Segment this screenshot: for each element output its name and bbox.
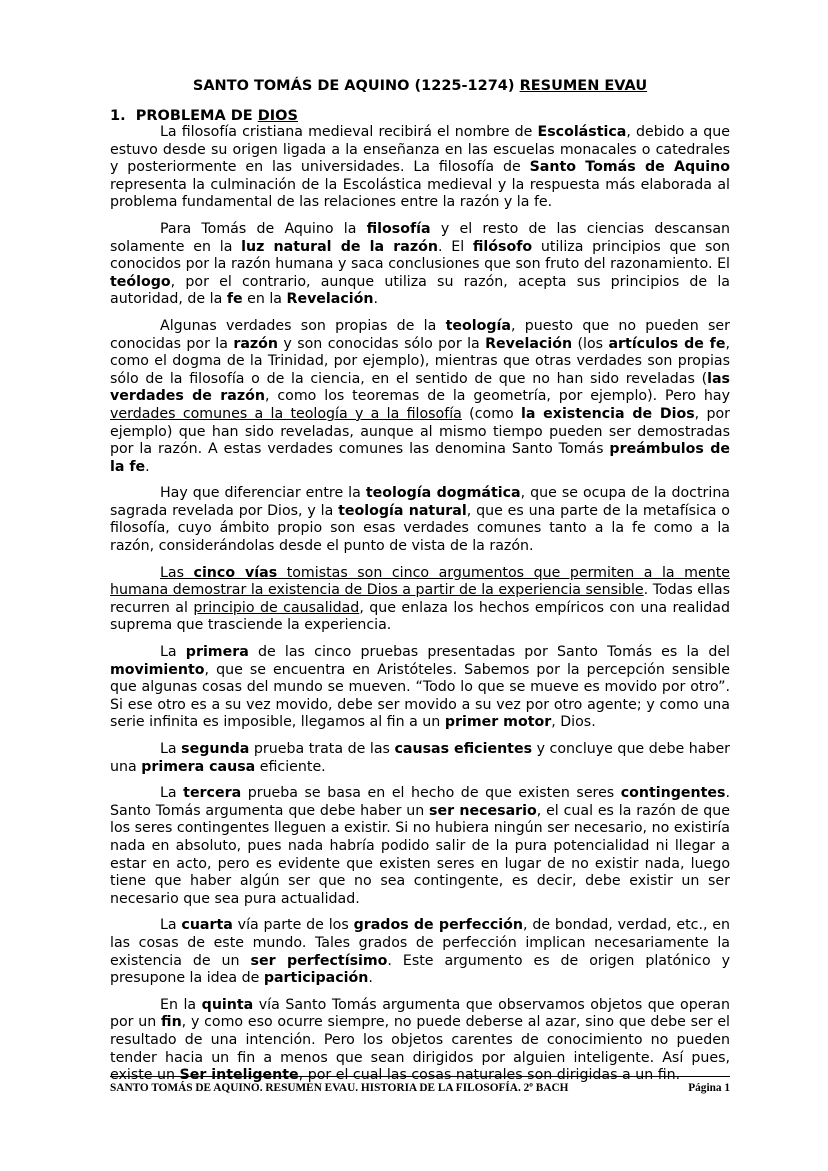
- text-run: utiliza principios que son conocidos por la razón humana y saca conclusiones que son fruto del razonamiento. El: [110, 238, 731, 273]
- paragraph: [110, 124, 730, 212]
- text-run: , y como eso ocurre siempre, no puede deberse al azar, sino que debe ser el resultado de una intención. Pero los objetos carentes de conocimiento no pueden tender hacia un fin a menos que sean dirigidos por alguien inteligente. Así pues, existe un: [110, 1014, 730, 1084]
- footer-page-number: Página 1: [688, 1082, 730, 1094]
- text-run: La: [160, 644, 186, 661]
- section-underlined: DIOS: [257, 108, 298, 124]
- text-run: , como los teoremas de la geometría, por ejemplo). Pero hay: [264, 388, 731, 405]
- text-run: , como el dogma de la Trinidad, por ejemplo), mientras que otras verdades son propias sólo de la filosofía o de la ciencia, en el sentido de que no han sido reveladas (: [110, 335, 730, 387]
- text-run: vía Santo Tomás argumenta que observamos objetos que operan por un: [110, 996, 730, 1031]
- paragraph: [110, 565, 730, 635]
- text-run: causas eficientes: [394, 741, 533, 757]
- text-run: , que enlaza los hechos empíricos con una realidad suprema que trasciende la experiencia.: [110, 599, 730, 634]
- text-run: (los: [572, 335, 609, 352]
- text-run: primera causa: [141, 758, 256, 775]
- section-heading: [110, 108, 730, 124]
- text-run: , puesto que no pueden ser conocidas por la: [110, 317, 730, 352]
- text-run: La: [160, 917, 182, 934]
- text-run: preámbulos de la fe: [110, 441, 730, 475]
- paragraph: [110, 644, 730, 732]
- text-run: Santo Tomás de Aquino: [529, 159, 730, 176]
- text-run: primera: [185, 644, 249, 661]
- footer-left: SANTO TOMÁS DE AQUINO. RESUMEN EVAU. HISTORIA DE LA FILOSOFÍA. 2º BACH: [110, 1082, 569, 1094]
- text-run: grados de perfección: [353, 917, 524, 934]
- paragraph: [110, 917, 730, 987]
- text-run: representa la culminación de la Escolástica medieval y la respuesta más elaborada al problema fundamental de las relaciones entre la razón y la fe.: [110, 176, 730, 211]
- text-run: , que es una parte de la metafísica o filosofía, cuyo ámbito propio son esas verdades comunes tanto a la fe como a la razón, considerándolas desde el punto de vista de la razón.: [110, 502, 730, 555]
- text-run: Revelación: [485, 335, 573, 352]
- text-run: de las cinco pruebas presentadas por Santo Tomás es la del: [248, 644, 730, 661]
- text-run: luz natural de la razón: [241, 238, 438, 255]
- text-run: cinco vías: [193, 564, 278, 581]
- text-run: primer motor: [444, 714, 552, 731]
- text-run: . Este argumento es de origen platónico y presupone la idea de: [110, 952, 730, 987]
- text-run: prueba se basa en el hecho de que existen seres: [241, 785, 621, 802]
- text-run: la existencia de Dios: [521, 405, 695, 422]
- text-run: Para Tomás de Aquino la: [160, 220, 367, 237]
- section-number: 1.: [110, 108, 126, 124]
- title-text: SANTO TOMÁS DE AQUINO (1225-1274): [192, 78, 515, 94]
- text-run: contingentes: [620, 785, 726, 802]
- text-run: artículos de fe: [608, 335, 726, 352]
- text-run: , Dios.: [551, 714, 596, 731]
- text-run: filosofía: [366, 220, 431, 237]
- text-run: filósofo: [472, 238, 533, 255]
- text-run: Escolástica: [537, 124, 627, 140]
- text-run: fe: [226, 291, 243, 308]
- paragraph: [110, 485, 730, 555]
- text-run: .: [373, 291, 379, 308]
- document-title: [110, 78, 730, 94]
- text-run: Revelación: [286, 291, 374, 308]
- text-run: y el resto de las ciencias descansan solamente en la: [110, 220, 731, 255]
- page-footer: [110, 1076, 730, 1094]
- text-run: La: [160, 785, 184, 802]
- text-run: La: [160, 741, 182, 757]
- text-run: verdades comunes a la teología y a la filosofía: [110, 405, 462, 422]
- text-run: Algunas verdades son propias de la: [160, 317, 446, 334]
- text-run: quinta: [201, 996, 254, 1013]
- text-run: prueba trata de las: [249, 741, 395, 757]
- text-run: y concluye que debe haber una: [110, 741, 731, 775]
- text-run: [194, 565, 278, 581]
- body-text: [110, 124, 730, 1085]
- text-run: Hay que diferenciar entre la: [160, 485, 366, 502]
- section-label: PROBLEMA DE: [135, 108, 253, 124]
- text-run: . El: [437, 238, 473, 255]
- text-run: principio de causalidad: [193, 599, 360, 616]
- text-run: , por ejemplo) que han sido reveladas, aunque al mismo tiempo pueden ser demostradas por la razón. A estas verdades comunes las denomina Santo Tomás: [110, 405, 730, 458]
- text-run: (como: [461, 405, 521, 422]
- paragraph: [110, 318, 730, 476]
- text-run: Ser inteligente: [179, 1067, 299, 1084]
- text-run: teología natural: [338, 502, 467, 519]
- text-run: tomistas son cinco argumentos que permiten a la mente humana demostrar la existencia de Dios a partir de la experiencia sensible: [110, 564, 730, 599]
- text-run: las verdades de razón: [110, 370, 730, 405]
- text-run: teología dogmática: [365, 485, 521, 502]
- text-run: teólogo: [110, 273, 171, 290]
- paragraph: [110, 741, 730, 776]
- text-run: , que se ocupa de la doctrina sagrada revelada por Dios, y la: [110, 485, 731, 519]
- text-run: , por el contrario, aunque utiliza su razón, acepta sus principios de la autoridad, de la: [110, 273, 730, 308]
- text-run: y son conocidas sólo por la: [278, 335, 486, 352]
- text-run: ser necesario: [429, 802, 537, 819]
- text-run: .: [145, 458, 150, 475]
- text-run: movimiento: [110, 661, 205, 678]
- text-run: en la: [242, 291, 287, 308]
- document-page: [110, 78, 730, 1094]
- text-run: ser perfectísimo: [250, 952, 388, 969]
- text-run: , de bondad, verdad, etc., en las cosas de este mundo. Tales grados de perfección implican necesariamente la existencia de un: [110, 917, 730, 969]
- text-run: . Todas ellas recurren al: [110, 582, 730, 616]
- text-run: .: [368, 970, 373, 987]
- text-run: , que se encuentra en Aristóteles. Sabemos por la percepción sensible que algunas cosas del mundo se mueven. “Todo lo que se mueve es movido por otro”. Si ese otro es a su vez movido, debe ser movido a su vez por otro agente; y como una serie infinita es imposible, llegamos al fin a un: [110, 661, 730, 731]
- text-run: vía parte de los: [232, 917, 354, 934]
- text-run: segunda: [181, 741, 250, 757]
- paragraph: [110, 221, 730, 309]
- text-run: cuarta: [181, 917, 233, 934]
- text-run: razón: [233, 335, 279, 352]
- text-run: participación: [263, 970, 369, 987]
- text-run: , el cual es la razón de que los seres contingentes lleguen a existir. Si no hubiera ningún ser necesario, no existiría nada en absoluto, pues nada habría podido salir de la pura potencialidad ni llegar a estar en acto, pero es evidente que existen seres en lugar de no existir nada, luego tiene que haber algún ser que no sea contingente, es decir, debe existir un ser necesario que sea pura actualidad.: [110, 802, 730, 907]
- text-run: tercera: [183, 785, 242, 802]
- text-run: eficiente.: [255, 758, 326, 775]
- paragraph: [110, 785, 730, 908]
- paragraph: [110, 997, 730, 1085]
- title-underlined-text: RESUMEN EVAU: [519, 78, 648, 94]
- text-run: , debido a que estuvo desde su origen ligada a la enseñanza en las escuelas monacales o catedrales y posteriormente en las universidades. La filosofía de: [110, 124, 730, 176]
- text-run: En la: [160, 996, 202, 1013]
- text-run: Las: [160, 564, 194, 581]
- text-run: La filosofía cristiana medieval recibirá el nombre de: [160, 124, 538, 140]
- text-run: fin: [161, 1014, 182, 1031]
- text-run: , por el cual las cosas naturales son dirigidas a un fin.: [298, 1067, 681, 1084]
- text-run: teología: [445, 317, 511, 334]
- text-run: . Santo Tomás argumenta que debe haber un: [110, 785, 730, 819]
